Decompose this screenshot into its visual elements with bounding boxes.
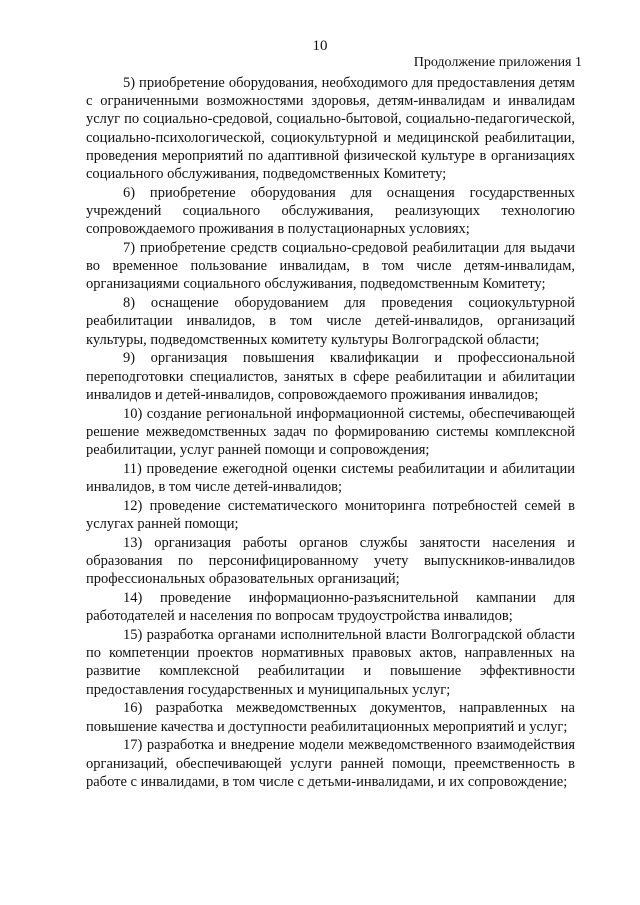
list-item: 15) разработка органами исполнительной власти Волгоградской области по компетенции проектов нормативных правовых актов, направленных на развитие комплексной реабилитации и повышение эффективности предоставления государственных и муниципальных услуг; [86,627,575,698]
list-item: 13) организация работы органов службы занятости населения и образования по персонифицированному учету выпускников-инвалидов профессиональных образовательных организаций; [86,534,575,588]
list-item: 7) приобретение средств социально-средовой реабилитации для выдачи во временное пользование инвалидам, в том числе детям-инвалидам, организациями социального обслуживания, подведомственным Комитету; [86,240,575,293]
list-item: 12) проведение систематического мониторинга потребностей семей в услугах ранней помощи; [86,497,575,533]
list-item: 9) организация повышения квалификации и профессиональной переподготовки специалистов, занятых в сфере реабилитации и абилитации инвалидов и детей-инвалидов, сопровождаемого проживания инвалидов; [86,350,575,403]
list-item: 16) разработка межведомственных документов, направленных на повышение качества и доступности реабилитационных мероприятий и услуг; [86,700,575,735]
list-item: 14) проведение информационно-разъяснительной кампании для работодателей и населения по вопросам трудоустройства инвалидов; [86,590,575,625]
list-item: 6) приобретение оборудования для оснащения государственных учреждений социального обслуживания, реализующих технологию сопровождаемого проживания в полустационарных условиях; [86,184,575,238]
list-item: 5) приобретение оборудования, необходимого для предоставления детям с ограниченными возможностями здоровья, детям-инвалидам и инвалидам услуг по социально-средовой, социально-бытовой, социально-педагогической, социально-психологической, социокультурной и медицинской реабилитации, проведения мероприятий по адаптивной физической культуре в организациях социального обслуживания, подведомственных Комитету; [86,75,575,183]
list-item: 17) разработка и внедрение модели межведомственного взаимодействия организаций, обеспечивающей услуги ранней помощи, преемственность в работе с инвалидами, в том числе с детьми-инвалидами, и их сопровождение; [86,737,575,790]
body-text [86,74,575,792]
appendix-continuation-label: Продолжение приложения 1 [413,55,582,70]
list-item: 10) создание региональной информационной системы, обеспечивающей решение межведомственных задач по формированию системы комплексной реабилитации, услуг ранней помощи и сопровождения; [86,405,575,459]
page-number: 10 [312,38,328,54]
list-item: 11) проведение ежегодной оценки системы реабилитации и абилитации инвалидов, в том числе детей-инвалидов; [86,460,575,496]
list-item: 8) оснащение оборудованием для проведения социокультурной реабилитации инвалидов, в том числе детей-инвалидов, организаций культуры, подведомственных комитету культуры Волгоградской области; [86,295,575,348]
